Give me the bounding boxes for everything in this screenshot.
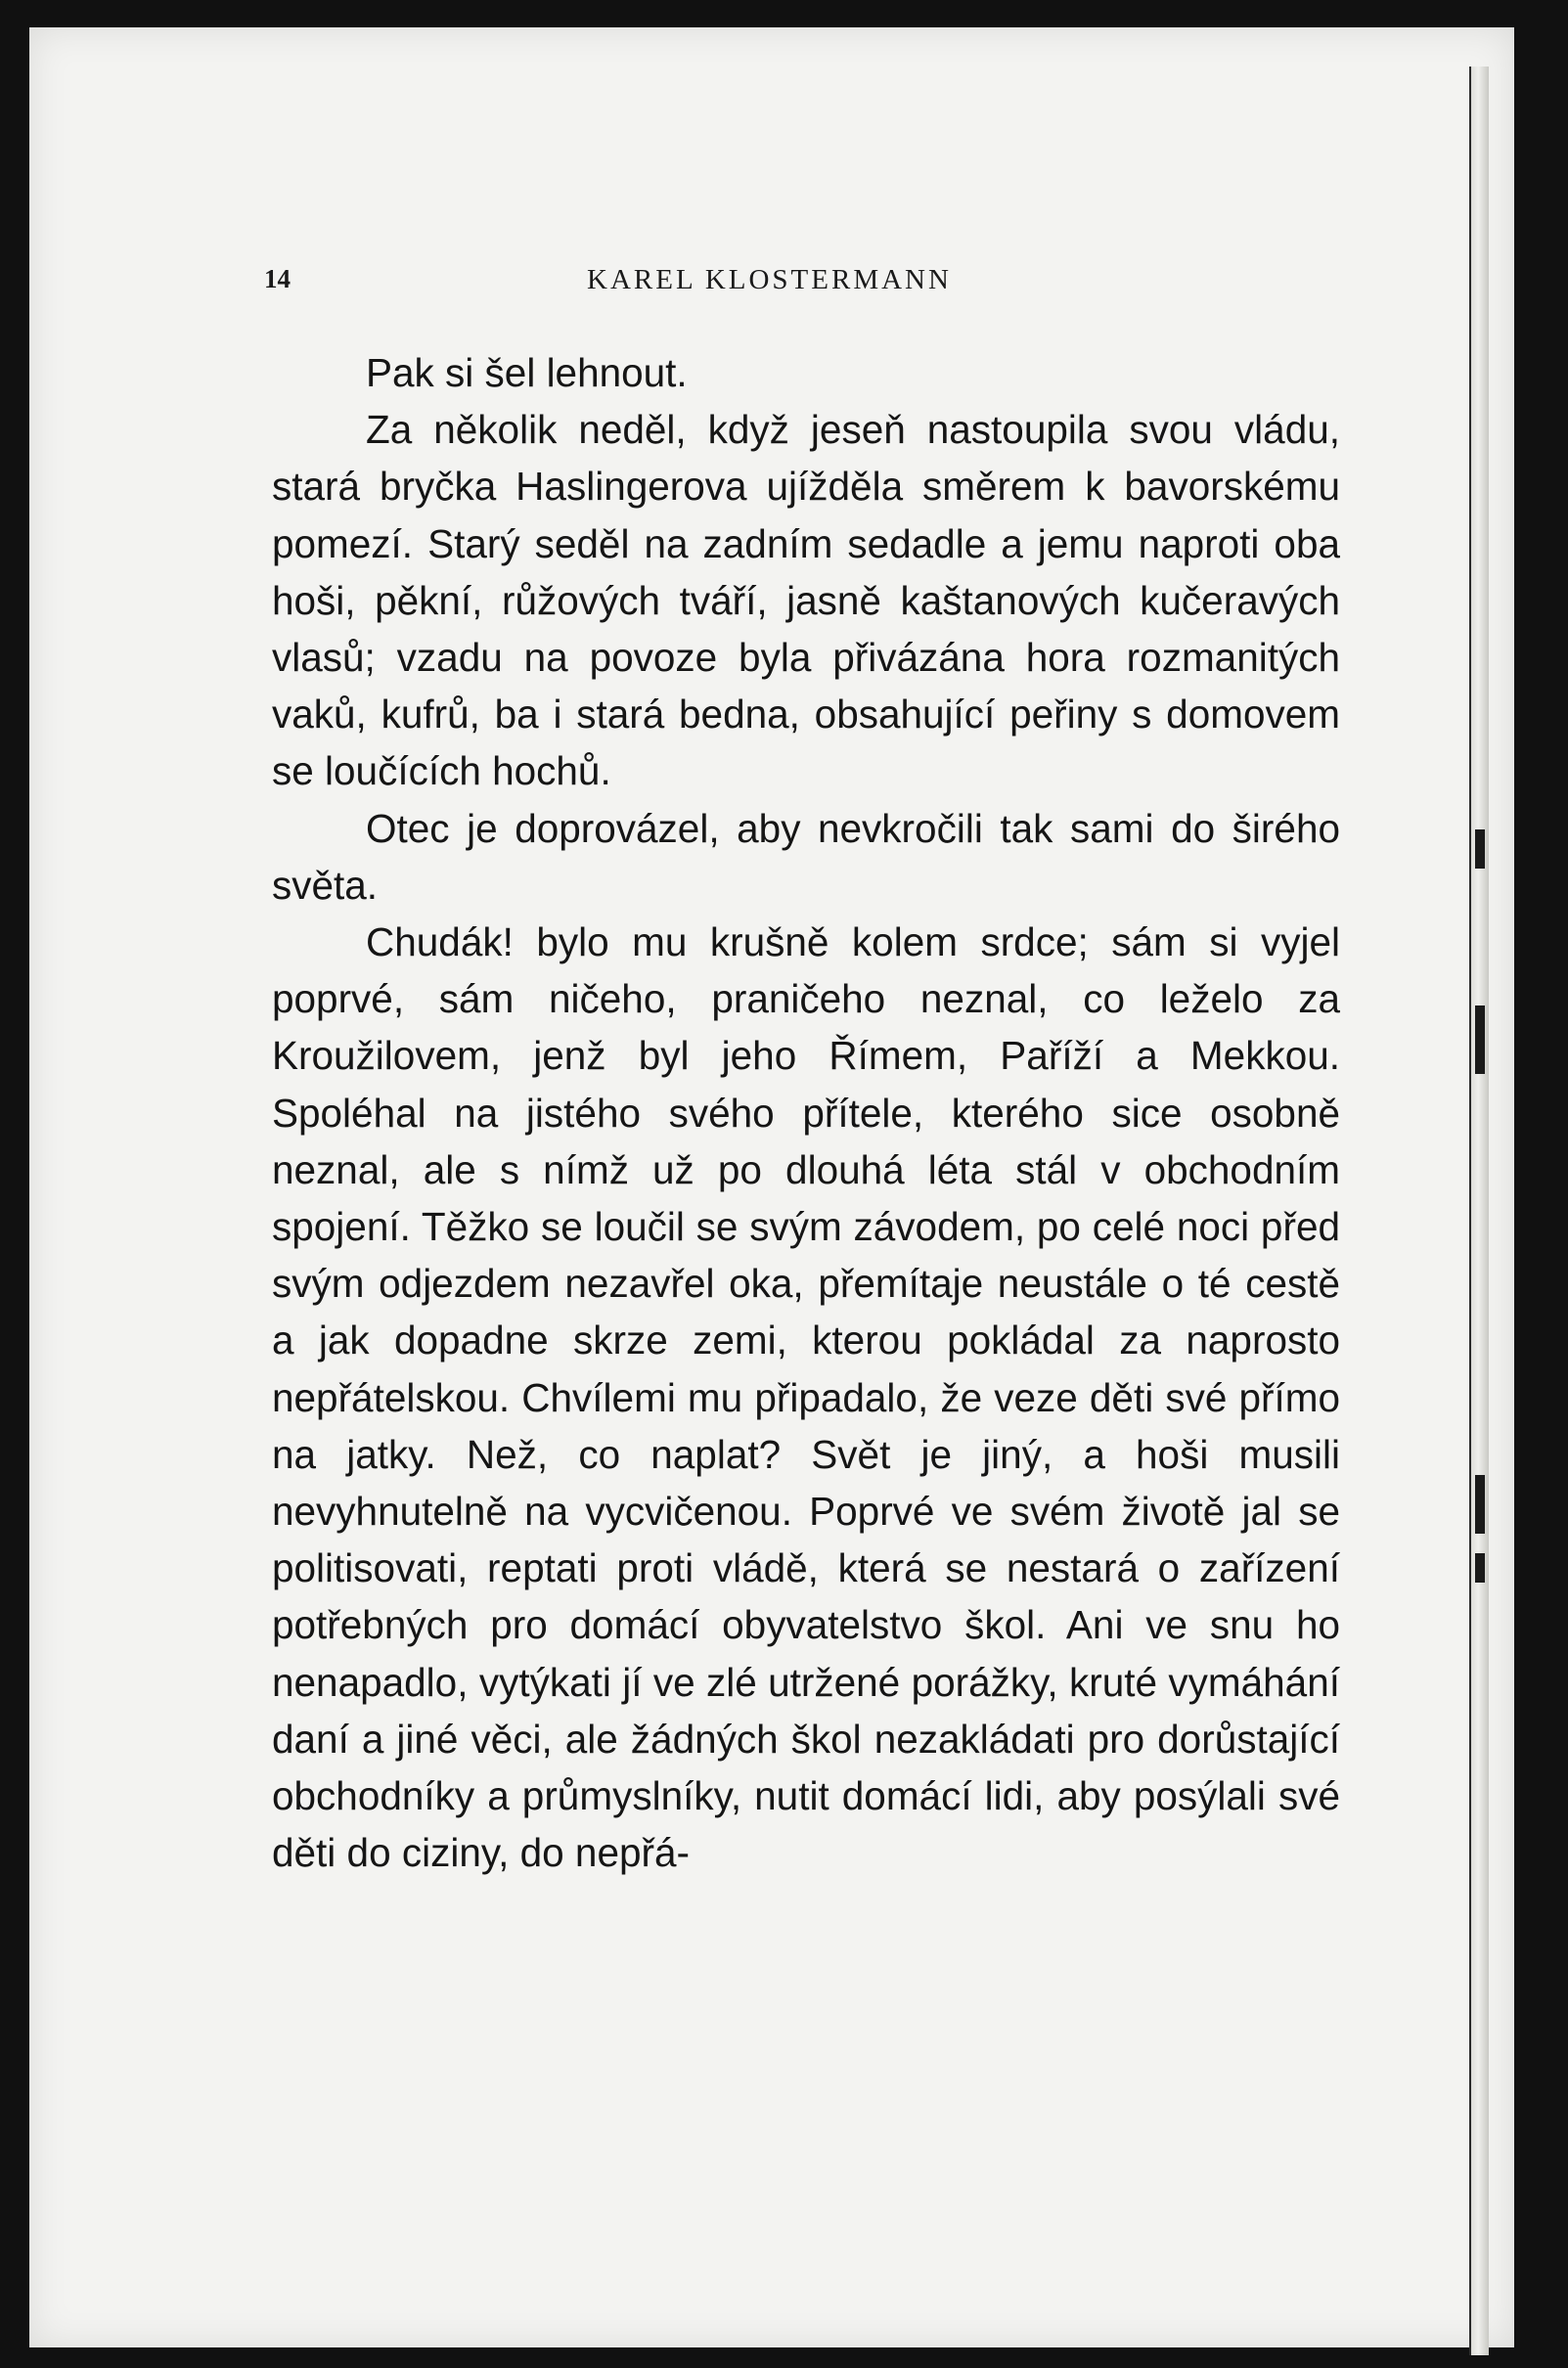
edge-mark <box>1475 1475 1485 1534</box>
page-edge-strip <box>1469 67 1489 2355</box>
page-number: 14 <box>264 264 291 293</box>
body-text <box>272 344 1340 1881</box>
paragraph: Chudák! bylo mu krušně kolem srdce; sám si vyjel poprvé, sám ničeho, praničeho neznal, co leželo za Kroužilovem, jenž byl jeho Římem, Paříží a Mekkou. Spoléhal na jistého svého přítele, kterého sice osobně neznal, ale s nímž už po dlouhá léta stál v obchodním spojení. Těžko se loučil se svým závodem, po celé noci před svým odjezdem nezavřel oka, přemítaje neustále o té cestě a jak dopadne skrze zemi, kterou pokládal za naprosto nepřátelskou. Chvílemi mu připadalo, že veze děti své přímo na jatky. Než, co naplat? Svět je jiný, a hoši musili nevyhnutelně na vycvičenou. Poprvé ve svém životě jal se politisovati, reptati proti vládě, která se nestará o zařízení potřebných pro domácí obyvatelstvo škol. Ani ve snu ho nenapadlo, vytýkati jí ve zlé utržené porážky, kruté vymáhání daní a jiné věci, ale žádných škol nezakládati pro dorůstající obchodníky a průmyslníky, nutit domácí lidi, aby posýlali své děti do ciziny, do nepřá- <box>272 919 1340 1876</box>
edge-mark <box>1475 829 1485 869</box>
paragraph: Otec je doprovázel, aby nevkročili tak sami do širého světa. <box>272 805 1340 908</box>
edge-mark <box>1475 1005 1485 1074</box>
paragraph: Pak si šel lehnout. <box>366 350 688 395</box>
paragraph: Za několik neděl, když jeseň nastoupila svou vládu, stará bryčka Haslingerova ujížděla směrem k bavorskému pomezí. Starý seděl na zadním sedadle a jemu naproti oba hoši, pěkní, růžových tváří, jasně kaštanových kučeravých vlasů; vzadu na povoze byla přivázána hora rozmanitých vaků, kufrů, ba i stará bedna, obsahující peřiny s domovem se loučících hochů. <box>272 407 1340 794</box>
running-head: KAREL KLOSTERMANN <box>587 264 952 295</box>
edge-mark <box>1475 1553 1485 1583</box>
page-header <box>264 264 1008 303</box>
